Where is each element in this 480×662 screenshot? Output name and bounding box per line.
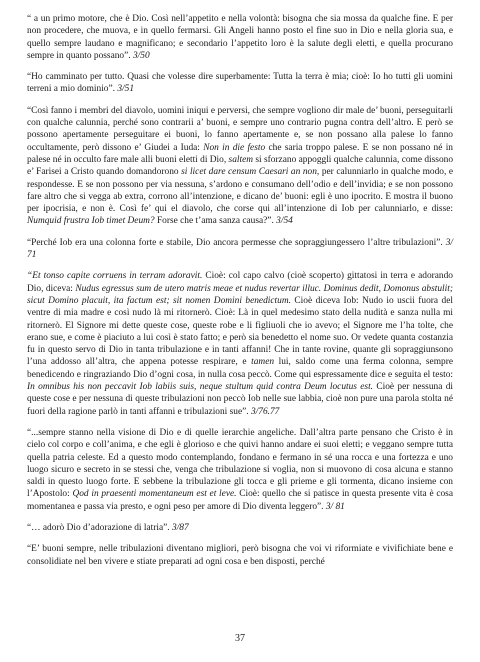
italic-text: Qod in praesenti momentaneum est et leve. bbox=[72, 489, 237, 500]
italic-text: 3/ 81 bbox=[325, 501, 345, 512]
body-text: “ a un primo motore, che è Dio. Così nell’appetito e nella volontà: bisogna che sia mossa da qualche fine. E per non procedere, che muova, e in quello fermarsi. Gli Angeli hanno posto el fine suo in Dio e nella gloria sua, e quello sempre laudano e magnificano; e secondario l’appetito loro è la salute degli eletti, e quella procurano sempre in quanto possano”. bbox=[27, 14, 453, 61]
italic-text: Non in die festo bbox=[203, 142, 266, 153]
italic-text: 3/76.77 bbox=[250, 406, 280, 417]
body-text: Cioè: quello che si patisce in questa presente vita è cosa momentanea e passa via presto, e ogni peso per amore di Dio diventa leggero”. bbox=[27, 489, 453, 512]
paragraph bbox=[27, 543, 453, 568]
italic-text: 3/ 71 bbox=[27, 237, 453, 261]
paragraph bbox=[27, 522, 453, 534]
italic-text: Numquid frustra Iob timet Deum? bbox=[27, 216, 155, 227]
italic-text: 3/87 bbox=[172, 522, 189, 533]
italic-text: “Et tonso capite corruens in terram adoravit. bbox=[27, 271, 203, 282]
italic-text: tamen bbox=[251, 357, 275, 368]
italic-text: 3/54 bbox=[276, 216, 293, 227]
paragraph bbox=[27, 270, 453, 418]
body-text: Cioè: col capo calvo (cioè scoperto) gittatosi in terra e adorando Dio, diceva: bbox=[27, 271, 453, 294]
body-text: , per calunniarlo in qualche modo, e respondesse. E se non possono per via nessuna, s’ardono e consumano dell’odio e dell’invidia; e se non possono fare altro che si vegga ab extra, corrono all’intenzione, e dicano de’ buoni: egli è uno ipocrito. E mostra il buono per ipocrisia, e non è. Così fe’ qui el diavolo, che corse qui all’intenzione di Iob per calunniarlo, e disse: bbox=[27, 167, 453, 215]
italic-text: 3/50 bbox=[132, 50, 150, 61]
italic-text: Nudus egressus sum de utero matris meae et nudus revertar illuc. Dominus dedit, Domonus abstulit; sicut Domino placuit, ita factum est; sit nomen Domini benedictum. bbox=[27, 283, 453, 306]
body-text: “E’ buoni sempre, nelle tribulazioni diventano migliori, però bisogna che voi vi riformiate e vivifichiate bene e consolidiate nel ben vivere e stiate preparati ad ogni cosa e ben disposti, perché bbox=[27, 544, 453, 567]
paragraph bbox=[27, 427, 453, 513]
paragraph bbox=[27, 237, 453, 262]
italic-text: si licet dare censum Caesari an non bbox=[181, 167, 317, 178]
body-text: lui, saldo come una ferma colonna, sempre benedicendo e ringraziando Dio d’ogni cosa, in nulla cosa peccò. Come qui espressamente dice e seguita el testo: bbox=[27, 357, 453, 380]
body-text: “...sempre stanno nella visione di Dio e di quelle ierarchie angeliche. Dall’altra parte pensano che Cristo è in cielo col corpo e coll’anima, e che egli è glorioso e che quivi hanno andare ei suoi eletti; e veggano sempre tutta quella patria celeste. Ed a questo modo contemplando, fondano e fermano in sé una rocca e una fortezza e uno luogo sicuro e secreto in se stessi che, venga che tribulazione si voglia, non si muovono di cosa alcuna e stanno saldi in questo luogo forte. E sebbene la tribulazione gli tocca e gli prieme e gli tormenta, dicano insieme con l’Apostolo: bbox=[27, 427, 453, 500]
italic-text: 3/51 bbox=[117, 84, 135, 95]
body-text: Forse che t’ama sanza causa?”. bbox=[154, 216, 277, 227]
body-text: Cioè per nessuna di queste cose e per nessuna di queste tribulazioni non peccò Iob nelle sue labbia, cioè non pure una parola stolta né fuori della ragione parlò in tanti affanni e tribulazioni sue”. bbox=[27, 382, 453, 417]
paragraph bbox=[27, 71, 453, 96]
body-text: si sforzano appoggli qualche calunnia, come dissono e’ Farisei a Cristo quando domandorono bbox=[27, 154, 454, 178]
body-text: “Così fanno i membri del diavolo, uomini iniqui e perversi, che sempre vogliono dir male de’ buoni, perseguitarli con qualche calunnia, perché sono contrarii a’ buoni, e sempre uno contrario pugna contra dell’altro. E però se possono apertamente perseguitare ei buoni, lo fanno apertamente e, se non possano alla palese lo fanno occultamente, però dissono e’ Giudei a Iuda: bbox=[27, 105, 453, 153]
body-text: che saria troppo palese. E se non possano né in palese né in occulto fare male alli buoni eletti di Dio, bbox=[27, 142, 453, 165]
text-body bbox=[27, 13, 453, 568]
italic-text: saltem bbox=[228, 154, 254, 165]
body-text: “… adorò Dio d’adorazione di latria”. bbox=[27, 522, 172, 533]
body-text: Cioè diceva Iob: Nudo io uscii fuora del ventre di mia madre e così nudo là mi ritornerò. Cioè: Là in quel medesimo stato della nudità e sanza nulla mi ritornerò. El Signore mi dette queste cose, queste robe e li figliuoli che io avevo; el Signore me l’ha tolte, che erano sue, e come è piaciuto a lui così è stato fatto; e però sia benedetto el nome suo. Or vedete quanta costanzia fu in questo servo di Dio in tanta tribulazione e in tanti affanni! Che in tante rovine, quante gli sopraggiunsono l’una addosso all’altra, che appena potesse respirare, e bbox=[27, 295, 453, 368]
paragraph bbox=[27, 105, 453, 228]
body-text: “Perché Iob era una colonna forte e stabile, Dio ancora permesse che sopraggiungessero l’altre tribulazioni”. bbox=[27, 237, 446, 248]
italic-text: In omnibus his non peccavit Iob labiis suis, neque stultum quid contra Deum locutus est. bbox=[27, 382, 374, 393]
body-text: “Ho camminato per tutto. Quasi che volesse dire superbamente: Tutta la terra è mia; cioè: Io ho tutti gli uomini terreni a mio dominio”. bbox=[27, 72, 453, 95]
paragraph bbox=[27, 13, 453, 62]
page-number: 37 bbox=[235, 633, 245, 644]
